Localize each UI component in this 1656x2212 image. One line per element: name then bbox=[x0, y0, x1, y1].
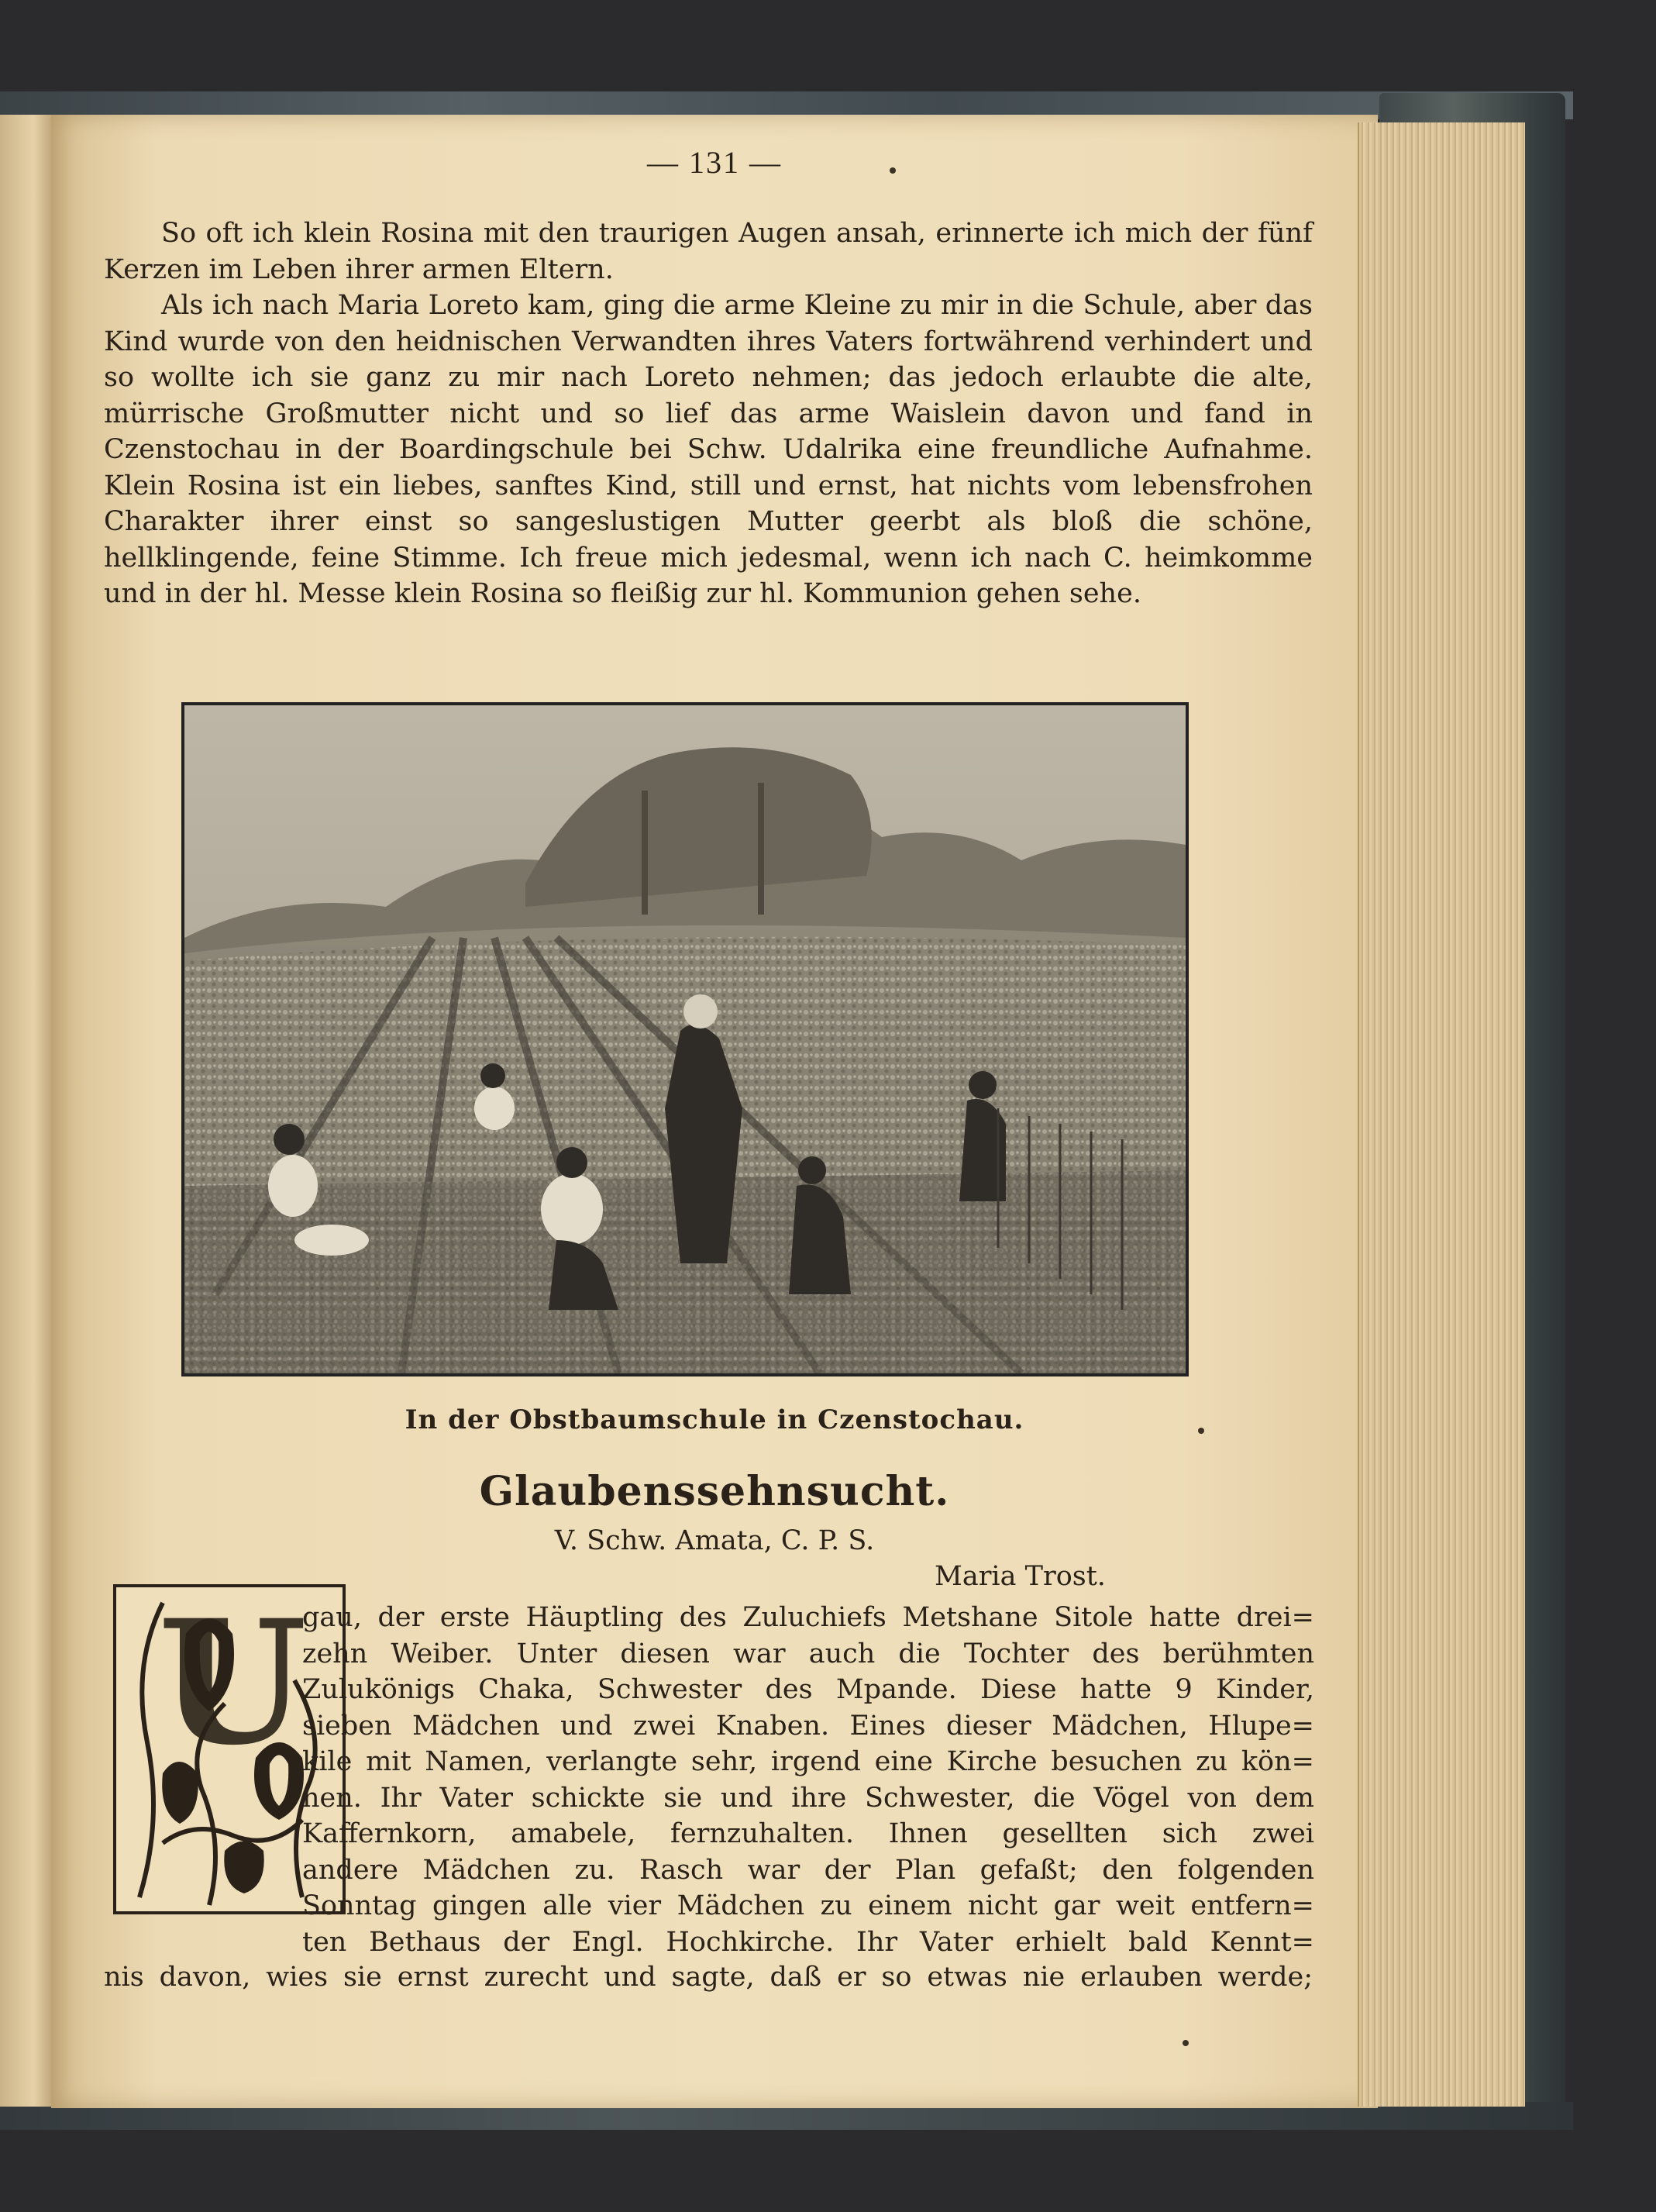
photo-caption: In der Obstbaumschule in Czenstochau. bbox=[405, 1404, 1024, 1435]
article-line: gau, der erste Häuptling des Zuluchiefs Metshane Sitole hatte drei= bbox=[302, 1602, 1314, 1633]
article-line: kile mit Namen, verlangte sehr, irgend eine Kirche besuchen zu kön= bbox=[302, 1746, 1314, 1777]
ink-speck bbox=[890, 167, 896, 174]
article-last-line: nis davon, wies sie ernst zurecht und sagte, daß er so etwas nie erlauben werde; bbox=[104, 1962, 1313, 1993]
article-line: andere Mädchen zu. Rasch war der Plan gefaßt; den folgenden bbox=[302, 1854, 1314, 1886]
article-line: nen. Ihr Vater schickte sie und ihre Schwester, die Vögel von dem bbox=[302, 1782, 1314, 1814]
article-line: zehn Weiber. Unter diesen war auch die Tochter des berühmten bbox=[302, 1638, 1314, 1669]
ink-speck bbox=[1198, 1428, 1204, 1434]
article-line: sieben Mädchen und zwei Knaben. Eines dieser Mädchen, Hlupe= bbox=[302, 1710, 1314, 1742]
intro-text bbox=[104, 215, 1313, 612]
page-content bbox=[51, 115, 1378, 2108]
article-author: V. Schw. Amata, C. P. S. bbox=[554, 1525, 875, 1556]
facing-page-edge bbox=[0, 115, 56, 2107]
orchard-photograph bbox=[181, 702, 1189, 1376]
article-line: ten Bethaus der Engl. Hochkirche. Ihr Vater erhielt bald Kennt= bbox=[302, 1926, 1314, 1958]
article-place: Maria Trost. bbox=[935, 1561, 1106, 1592]
article-line: Sonntag gingen alle vier Mädchen zu einem nicht gar weit entfern= bbox=[302, 1890, 1314, 1921]
intro-paragraph: So oft ich klein Rosina mit den traurigen Augen ansah, erinnerte ich mich der fünf Kerzen im Leben ihrer armen Eltern. bbox=[104, 218, 1313, 285]
article-line: Kaffernkorn, amabele, fernzuhalten. Ihnen gesellten sich zwei bbox=[302, 1818, 1314, 1849]
orchard-photo-illustration bbox=[184, 705, 1186, 1373]
dropcap-letter: U bbox=[158, 1587, 307, 1783]
page-fore-edge bbox=[1358, 122, 1525, 2107]
ink-speck bbox=[1183, 2040, 1189, 2046]
article-title: Glaubenssehnsucht. bbox=[479, 1468, 950, 1515]
page-number: — 131 — bbox=[647, 145, 782, 180]
article-text-beside-dropcap bbox=[302, 1600, 1314, 1960]
article-line: Zulukönigs Chaka, Schwester des Mpande. Diese hatte 9 Kinder, bbox=[302, 1674, 1314, 1705]
intro-paragraph: Als ich nach Maria Loreto kam, ging die arme Kleine zu mir in die Schule, aber das Kind wurde von den heidnischen Verwandten ihres Vaters fortwährend verhindert und so wollte ich sie ganz zu mir nach Loreto nehmen; das jedoch erlaubte die alte, mürrische Großmutter nicht und so lief das arme Waislein davon und fand in Czenstochau in der Boardingschule bei Schw. Udalrika eine freundliche Aufnahme. Klein Rosina ist ein liebes, sanftes Kind, still und ernst, hat nichts vom lebensfrohen Charakter ihrer einst so sangeslustigen Mutter geerbt als bloß die schöne, hellklingende, feine Stimme. Ich freue mich jedesmal, wenn ich nach C. heimkomme und in der hl. Messe klein Rosina so fleißig zur hl. Kommunion gehen sehe. bbox=[104, 290, 1313, 609]
